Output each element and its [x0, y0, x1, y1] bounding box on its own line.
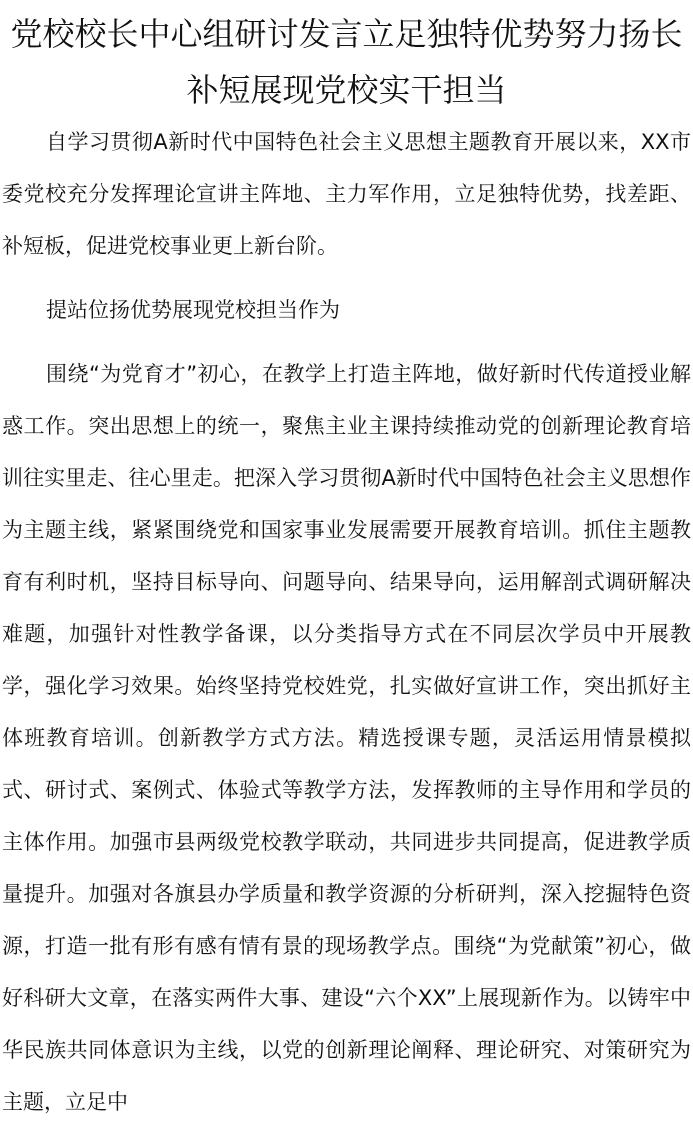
paragraph-intro: 自学习贯彻A新时代中国特色社会主义思想主题教育开展以来，XX市委党校充分发挥理论宣讲主阵地、主力军作用，立足独特优势，找差距、补短板，促进党校事业更上新台阶。 [2, 130, 691, 258]
document-body [2, 116, 691, 1128]
section-heading: 提站位扬优势展现党校担当作为 [46, 298, 340, 322]
document-title: 党校校长中心组研讨发言立足独特优势努力扬长补短展现党校实干担当 [10, 15, 683, 109]
paragraph-body: 围绕“为党育才”初心，在教学上打造主阵地，做好新时代传道授业解惑工作。突出思想上的统一，聚焦主业主课持续推动党的创新理论教育培训往实里走、往心里走。把深入学习贯彻A新时代中国特色社会主义思想作为主题主线，紧紧围绕党和国家事业发展需要开展教育培训。抓住主题教育有利时机，坚持目标导向、问题导向、结果导向，运用解剖式调研解决难题，加强针对性教学备课，以分类指导方式在不同层次学员中开展教学，强化学习效果。始终坚持党校姓党，扎实做好宣讲工作，突出抓好主体班教育培训。创新教学方式方法。精选授课专题，灵活运用情景模拟式、研讨式、案例式、体验式等教学方法，发挥教师的主导作用和学员的主体作用。加强市县两级党校教学联动，共同进步共同提高，促进教学质量提升。加强对各旗县办学质量和教学资源的分析研判，深入挖掘特色资源，打造一批有形有感有情有景的现场教学点。围绕“为党献策”初心，做好科研大文章，在落实两件大事、建设“六个XX”上展现新作为。以铸牢中华民族共同体意识为主线，以党的创新理论阐释、理论研究、对策研究为主题，立足中 [2, 362, 691, 1114]
